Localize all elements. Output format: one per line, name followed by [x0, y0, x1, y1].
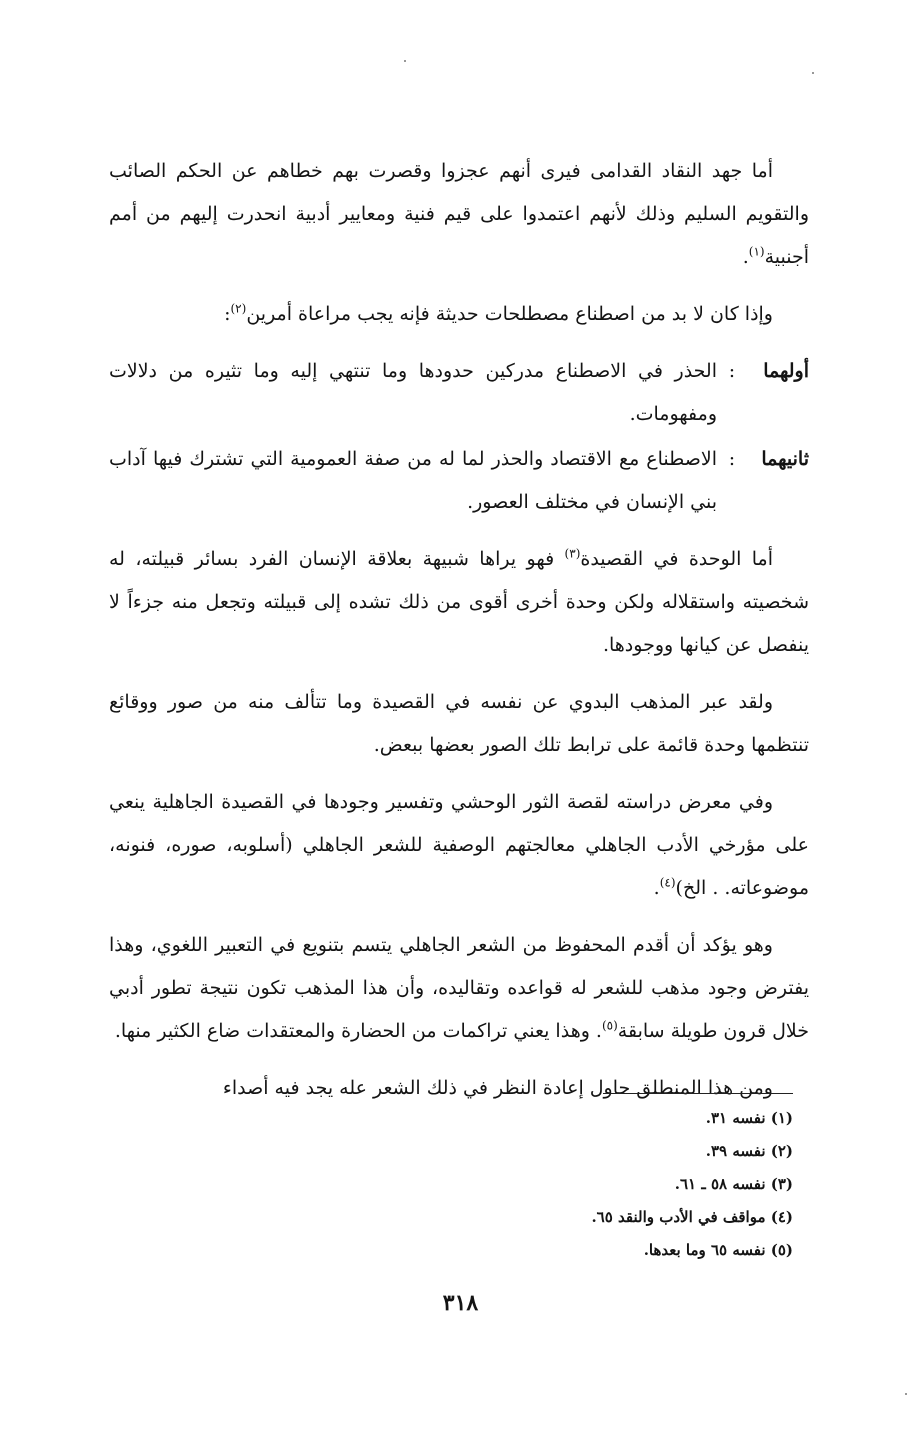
list-item-second-colon: :: [728, 448, 736, 470]
paragraph-7-text: ومن هذا المنطلق حاول إعادة النظر في ذلك الشعر عله يجد فيه أصداء: [222, 1077, 773, 1099]
paragraph-1-end: .: [742, 246, 749, 268]
scan-speck: [404, 60, 406, 62]
page-number: ٣١٨: [442, 1290, 479, 1316]
paragraph-1: [109, 150, 809, 279]
list-item-second-text: الاصطناع مع الاقتصاد والحذر لما له من صفة العمومية التي تشترك فيها آداب بني الإنسان في مختلف العصور.: [109, 448, 717, 513]
list-item-first-colon: :: [728, 360, 736, 382]
list-item-first-term: أولهما: [763, 360, 809, 382]
paragraph-2-text: وإذا كان لا بد من اصطناع مصطلحات حديثة فإنه يجب مراعاة أمرين: [246, 303, 773, 325]
list-item-second-term: ثانيهما: [761, 448, 809, 470]
list-item-first-text: الحذر في الاصطناع مدركين حدودها وما تنتهي إليه وما تثيره من دلالات ومفهومات.: [109, 360, 717, 425]
paragraph-2-end: :: [224, 303, 231, 325]
paragraph-6: [109, 924, 809, 1053]
footnote-1: (١) نفسه ٣١.: [705, 1109, 793, 1127]
main-text: [109, 150, 809, 1124]
footnote-ref-4: (٤): [659, 875, 676, 890]
scan-speck: [812, 72, 814, 74]
list-item-first: [109, 350, 809, 436]
footnote-ref-2: (٢): [230, 301, 247, 316]
footnote-ref-1: (١): [748, 244, 765, 259]
paragraph-5: [109, 781, 809, 910]
paragraph-1-text: أما جهد النقاد القدامى فيرى أنهم عجزوا وقصرت بهم خطاهم عن الحكم الصائب والتقويم السليم وذلك لأنهم اعتمدوا على قيم فنية ومعايير أدبية انحدرت إليهم من أمم أجنبية: [109, 160, 809, 268]
footnote-ref-5: (٥): [601, 1018, 618, 1033]
footnotes: [393, 1102, 793, 1267]
list-items: [109, 350, 809, 524]
paragraph-5-text: وفي معرض دراسته لقصة الثور الوحشي وتفسير وجودها في القصيدة الجاهلية ينعي على مؤرخي الأدب الجاهلي معالجتهم الوصفية للشعر الجاهلي (أسلوبه، صوره، فنونه، موضوعاته. . الخ): [109, 791, 809, 899]
footnote-3: (٣) نفسه ٥٨ ـ ٦١.: [674, 1175, 793, 1193]
footnote-separator: [603, 1093, 793, 1094]
footnote-5: (٥) نفسه ٦٥ وما بعدها.: [643, 1241, 793, 1259]
paragraph-6-text-a: وهو يؤكد أن أقدم المحفوظ من الشعر الجاهلي يتسم بتنويع في التعبير اللغوي، وهذا يفترض وجود مذهب للشعر له قواعده وتقاليده، وأن هذا المذهب تكون نتيجة تطور أدبي خلال قرون طويلة سابقة: [109, 934, 809, 1042]
paragraph-3-text-a: أما الوحدة في القصيدة: [580, 548, 773, 570]
footnote-2: (٢) نفسه ٣٩.: [705, 1142, 793, 1160]
paragraph-3: [109, 538, 809, 667]
paragraph-4-text: ولقد عبر المذهب البدوي عن نفسه في القصيدة وما تتألف منه من صور ووقائع تنتظمها وحدة قائمة على ترابط تلك الصور بعضها ببعض.: [109, 691, 809, 756]
paragraph-3-text-b: فهو يراها شبيهة بعلاقة الإنسان الفرد بسائر قبيلته، له شخصيته واستقلاله ولكن وحدة أخرى أقوى من ذلك تشده إلى قبيلته وتجعل منه جزءاً لا ينفصل عن كيانها ووجودها.: [109, 548, 809, 656]
list-item-second: [109, 438, 809, 524]
paragraph-5-end: .: [653, 877, 660, 899]
paragraph-2: [109, 293, 809, 336]
footnote-ref-3: (٣): [564, 546, 581, 561]
footnote-4: (٤) مواقف في الأدب والنقد ٦٥.: [591, 1208, 793, 1226]
scan-speck: [905, 1393, 907, 1395]
paragraph-6-text-b: . وهذا يعني تراكمات من الحضارة والمعتقدات ضاع الكثير منها.: [114, 1020, 602, 1042]
paragraph-4: [109, 681, 809, 767]
